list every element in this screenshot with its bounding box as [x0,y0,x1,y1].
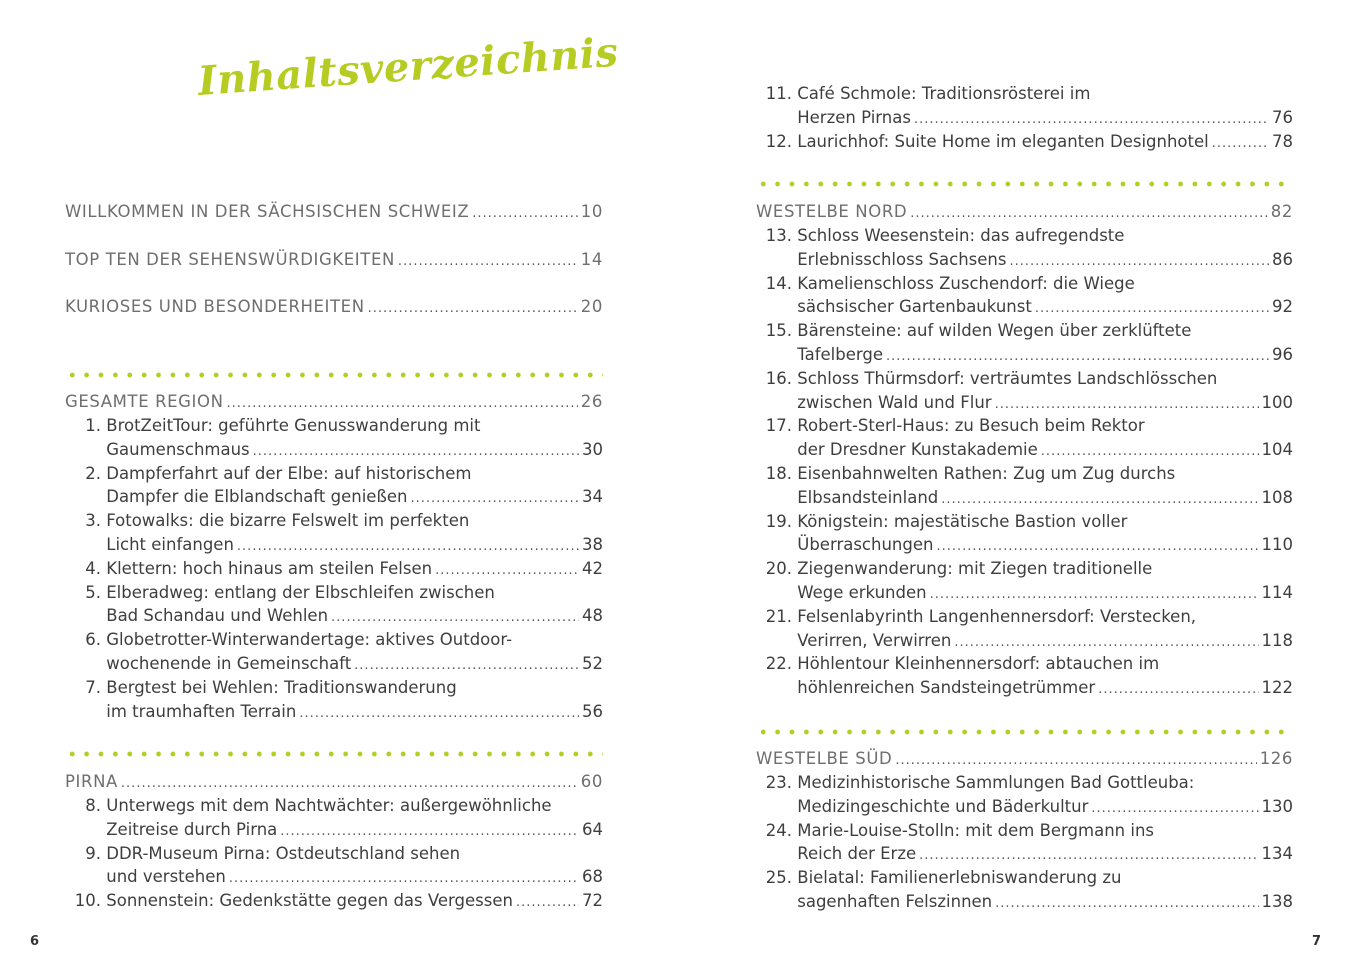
entry-number: 15. [765,321,792,341]
entry-title: Höhlentour Kleinhennersdorf: abtauchen im [792,654,1160,674]
entry-subtitle: höhlenreichen Sandsteingetrümmer [792,678,1096,698]
toc-entry-continued[interactable] [65,818,603,842]
entry-page-number: 96 [1272,345,1293,364]
toc-entry[interactable] [756,462,1293,486]
entry-title: Eisenbahnwelten Rathen: Zug um Zug durchs [792,464,1176,483]
entry-title: Fotowalks: die bizarre Felswelt im perfekten [101,511,470,531]
entry-number: 17. [765,416,792,436]
leader-dots [886,347,1269,367]
section-heading-label: GESAMTE REGION [65,392,224,411]
leader-dots [368,299,578,319]
entry-title: Bielatal: Familienerlebniswanderung zu [792,868,1122,888]
right-page [679,0,1358,974]
leader-dots [253,442,579,462]
leader-dots [398,252,578,272]
intro-section-label: TOP TEN DER SEHENSWÜRDIGKEITEN [65,250,395,269]
entry-number: 13. [765,226,792,245]
entry-page-number: 30 [582,439,603,459]
toc-entry-continued[interactable] [65,652,603,676]
entry-number: 3. [85,511,101,531]
toc-intro-section[interactable] [65,200,603,224]
toc-entry[interactable] [756,771,1293,795]
leader-dots [1035,299,1269,319]
toc-entry[interactable] [756,866,1293,890]
entry-page-number: 76 [1272,107,1293,127]
entry-title: Bergtest bei Wehlen: Traditionswanderung [101,677,457,697]
entry-number: 4. [85,558,101,578]
toc-entry[interactable] [756,272,1293,296]
entry-page-number: 118 [1261,630,1293,650]
toc-entry[interactable] [65,794,603,818]
entry-title: Felsenlabyrinth Langenhennersdorf: Verstecken, [792,606,1197,626]
intro-section-page: 14 [580,250,603,269]
entry-subtitle: Herzen Pirnas [792,107,911,127]
toc-entry-continued[interactable] [756,295,1293,319]
toc-entry[interactable] [65,628,603,652]
toc-entry[interactable] [756,367,1293,391]
entry-page-number: 38 [582,535,603,554]
leader-dots [910,204,1268,224]
entry-number: 21. [765,606,792,626]
entry-page-number: 100 [1261,392,1293,412]
entry-title: Unterwegs mit dem Nachtwächter: außergewöhnliche [101,796,552,815]
toc-entry[interactable] [756,414,1293,438]
toc-entry-continued[interactable] [65,604,603,628]
entry-subtitle: zwischen Wald und Flur [792,392,992,412]
toc-entry[interactable] [65,676,603,700]
section-divider [65,372,603,378]
entry-page-number: 134 [1261,844,1293,864]
toc-entry-continued[interactable] [756,106,1293,130]
entry-title: Kamelienschloss Zuschendorf: die Wiege [792,273,1135,293]
leader-dots [472,204,578,224]
entry-subtitle: Bad Schandau und Wehlen [101,606,329,626]
section-page-number: 126 [1259,749,1293,768]
entry-number: 9. [85,843,101,863]
toc-title: Inhaltsverzeichnis [196,28,620,105]
entry-number: 18. [765,464,792,483]
leader-dots [280,822,579,842]
entry-page-number: 130 [1261,796,1293,816]
leader-dots [895,751,1256,771]
entry-page-number: 56 [582,701,603,721]
section-page-number: 82 [1270,202,1293,221]
toc-entry[interactable] [65,414,603,438]
leader-dots [1041,442,1259,462]
section-heading-label: WESTELBE SÜD [756,749,893,768]
toc-entry-continued[interactable] [756,248,1293,272]
entry-title: DDR-Museum Pirna: Ostdeutschland sehen [101,843,461,863]
toc-entry-continued[interactable] [756,842,1293,866]
entry-title: Klettern: hoch hinaus am steilen Felsen [101,558,433,578]
leader-dots [299,704,579,724]
toc-entry[interactable] [65,889,603,913]
entry-subtitle: Erlebnisschloss Sachsens [792,249,1007,269]
leader-dots [914,110,1269,130]
entry-page-number: 114 [1261,583,1293,602]
toc-entry[interactable] [756,510,1293,534]
toc-entry[interactable] [65,842,603,866]
entry-title: Medizinhistorische Sammlungen Bad Gottleuba: [792,773,1195,792]
entry-page-number: 48 [582,606,603,626]
leader-dots [354,656,579,676]
entry-page-number: 72 [582,891,603,911]
toc-entry-continued[interactable] [756,533,1293,557]
left-page-number: 6 [30,934,40,949]
toc-entry[interactable] [756,319,1293,343]
leader-dots [954,633,1258,653]
entry-title: Schloss Thürmsdorf: verträumtes Landschlösschen [792,368,1218,388]
entry-number: 25. [765,868,792,888]
entry-number: 23. [765,773,792,792]
entry-number: 6. [85,630,101,650]
leader-dots [516,893,579,913]
entry-title: Schloss Weesenstein: das aufregendste [792,226,1125,245]
leader-dots [410,489,579,509]
toc-entry-continued[interactable] [756,890,1293,914]
entry-number: 2. [85,463,101,483]
toc-entry[interactable] [756,557,1293,581]
section-page-number: 26 [580,392,603,411]
toc-entry-continued[interactable] [65,533,603,557]
entry-number: 12. [765,131,792,151]
section-heading-label: WESTELBE NORD [756,202,908,221]
entry-subtitle: und verstehen [101,867,226,887]
entry-title: Café Schmole: Traditionsrösterei im [792,84,1091,103]
entry-subtitle: wochenende in Gemeinschaft [101,654,352,673]
intro-section-label: KURIOSES UND BESONDERHEITEN [65,297,365,316]
entry-subtitle: Gaumenschmaus [101,439,250,459]
intro-section-page: 10 [580,202,603,221]
toc-entry-continued[interactable] [756,581,1293,605]
leader-dots [995,894,1258,914]
entry-number: 24. [765,820,792,840]
toc-entry-continued[interactable] [65,485,603,509]
entry-subtitle: Licht einfangen [101,535,234,554]
toc-entry[interactable] [65,462,603,486]
section-divider [65,751,603,757]
entry-title: Dampferfahrt auf der Elbe: auf historischem [101,463,472,483]
entry-page-number: 78 [1272,131,1293,151]
leader-dots [1098,680,1258,700]
entry-title: Marie-Louise-Stolln: mit dem Bergmann ins [792,820,1155,840]
entry-subtitle: sagenhaften Felszinnen [792,892,993,911]
entry-title: Sonnenstein: Gedenkstätte gegen das Vergessen [101,891,513,911]
entry-page-number: 52 [582,654,603,673]
leader-dots [121,774,578,794]
entry-title: Königstein: majestätische Bastion voller [792,511,1128,531]
leader-dots [229,869,579,889]
entry-subtitle: sächsischer Gartenbaukunst [792,297,1032,317]
section-divider [756,729,1293,735]
toc-entry-continued[interactable] [65,438,603,462]
entry-subtitle: Zeitreise durch Pirna [101,819,278,839]
entry-subtitle: Elbsandsteinland [792,487,939,507]
leader-dots [227,394,578,414]
entry-subtitle: Dampfer die Elblandschaft genießen [101,487,408,507]
toc-entry-continued[interactable] [65,700,603,724]
entry-number: 20. [765,559,792,579]
leader-dots [237,537,579,557]
leader-dots [936,537,1258,557]
entry-number: 14. [765,273,792,293]
entry-page-number: 86 [1272,249,1293,269]
entry-page-number: 138 [1261,892,1293,911]
section-divider [756,181,1293,187]
leader-dots [331,608,579,628]
toc-entry-continued[interactable] [756,391,1293,415]
entry-page-number: 122 [1261,678,1293,698]
entry-number: 19. [765,511,792,531]
entry-title: Robert-Sterl-Haus: zu Besuch beim Rektor [792,416,1145,436]
toc-entry[interactable] [756,130,1293,154]
leader-dots [1009,252,1269,272]
leader-dots [1091,799,1258,819]
toc-section-heading[interactable] [756,747,1293,771]
leader-dots [919,846,1258,866]
entry-page-number: 92 [1272,297,1293,317]
toc-entry-continued[interactable] [756,676,1293,700]
intro-section-label: WILLKOMMEN IN DER SÄCHSISCHEN SCHWEIZ [65,202,470,221]
toc-entry[interactable] [756,224,1293,248]
entry-title: Bärensteine: auf wilden Wegen über zerklüftete [792,321,1192,341]
toc-entry-continued[interactable] [65,865,603,889]
section-heading-label: PIRNA [65,772,118,791]
toc-entry[interactable] [756,652,1293,676]
toc-entry-continued[interactable] [756,795,1293,819]
toc-entry-continued[interactable] [756,438,1293,462]
entry-title: Globetrotter-Winterwandertage: aktives Outdoor- [101,630,513,650]
entry-page-number: 110 [1261,535,1293,555]
leader-dots [930,585,1259,605]
toc-intro-section[interactable] [65,295,603,319]
entry-subtitle: der Dresdner Kunstakademie [792,440,1038,460]
toc-intro-section[interactable] [65,248,603,272]
toc-entry-continued[interactable] [756,343,1293,367]
entry-subtitle: Medizingeschichte und Bäderkultur [792,796,1089,816]
entry-subtitle: Überraschungen [792,535,934,555]
toc-entry-continued[interactable] [756,629,1293,653]
toc-entry[interactable] [65,557,603,581]
toc-section-heading[interactable] [65,390,603,414]
toc-entry[interactable] [756,819,1293,843]
entry-title: BrotZeitTour: geführte Genusswanderung mit [101,416,481,435]
entry-page-number: 34 [582,487,603,507]
toc-entry[interactable] [756,605,1293,629]
leader-dots [435,561,579,581]
entry-subtitle: Verirren, Verwirren [792,630,952,650]
toc-entry-continued[interactable] [756,486,1293,510]
entry-subtitle: Tafelberge [792,345,883,364]
entry-number: 8. [85,796,101,815]
toc-section-heading[interactable] [65,770,603,794]
leader-dots [941,490,1258,510]
entry-page-number: 64 [582,819,603,839]
right-page-number: 7 [1312,934,1322,949]
entry-number: 10. [74,891,101,911]
section-page-number: 60 [580,772,603,791]
entry-page-number: 68 [582,867,603,887]
entry-number: 5. [85,582,101,602]
entry-subtitle: im traumhaften Terrain [101,701,297,721]
entry-number: 1. [85,416,101,435]
leader-dots [1212,134,1269,154]
toc-entry[interactable] [65,509,603,533]
toc-section-heading[interactable] [756,200,1293,224]
entry-title: Elberadweg: entlang der Elbschleifen zwischen [101,582,495,602]
entry-number: 11. [765,84,792,103]
entry-number: 22. [765,654,792,674]
entry-title: Laurichhof: Suite Home im eleganten Designhotel [792,131,1209,151]
entry-page-number: 108 [1261,487,1293,507]
toc-entry[interactable] [65,581,603,605]
entry-page-number: 42 [582,558,603,578]
entry-number: 7. [85,677,101,697]
entry-subtitle: Reich der Erze [792,844,917,864]
entry-number: 16. [765,368,792,388]
entry-title: Ziegenwanderung: mit Ziegen traditionelle [792,559,1153,579]
leader-dots [995,395,1259,415]
entry-subtitle: Wege erkunden [792,583,927,602]
entry-page-number: 104 [1261,440,1293,460]
toc-entry[interactable] [756,82,1293,106]
intro-section-page: 20 [580,297,603,316]
